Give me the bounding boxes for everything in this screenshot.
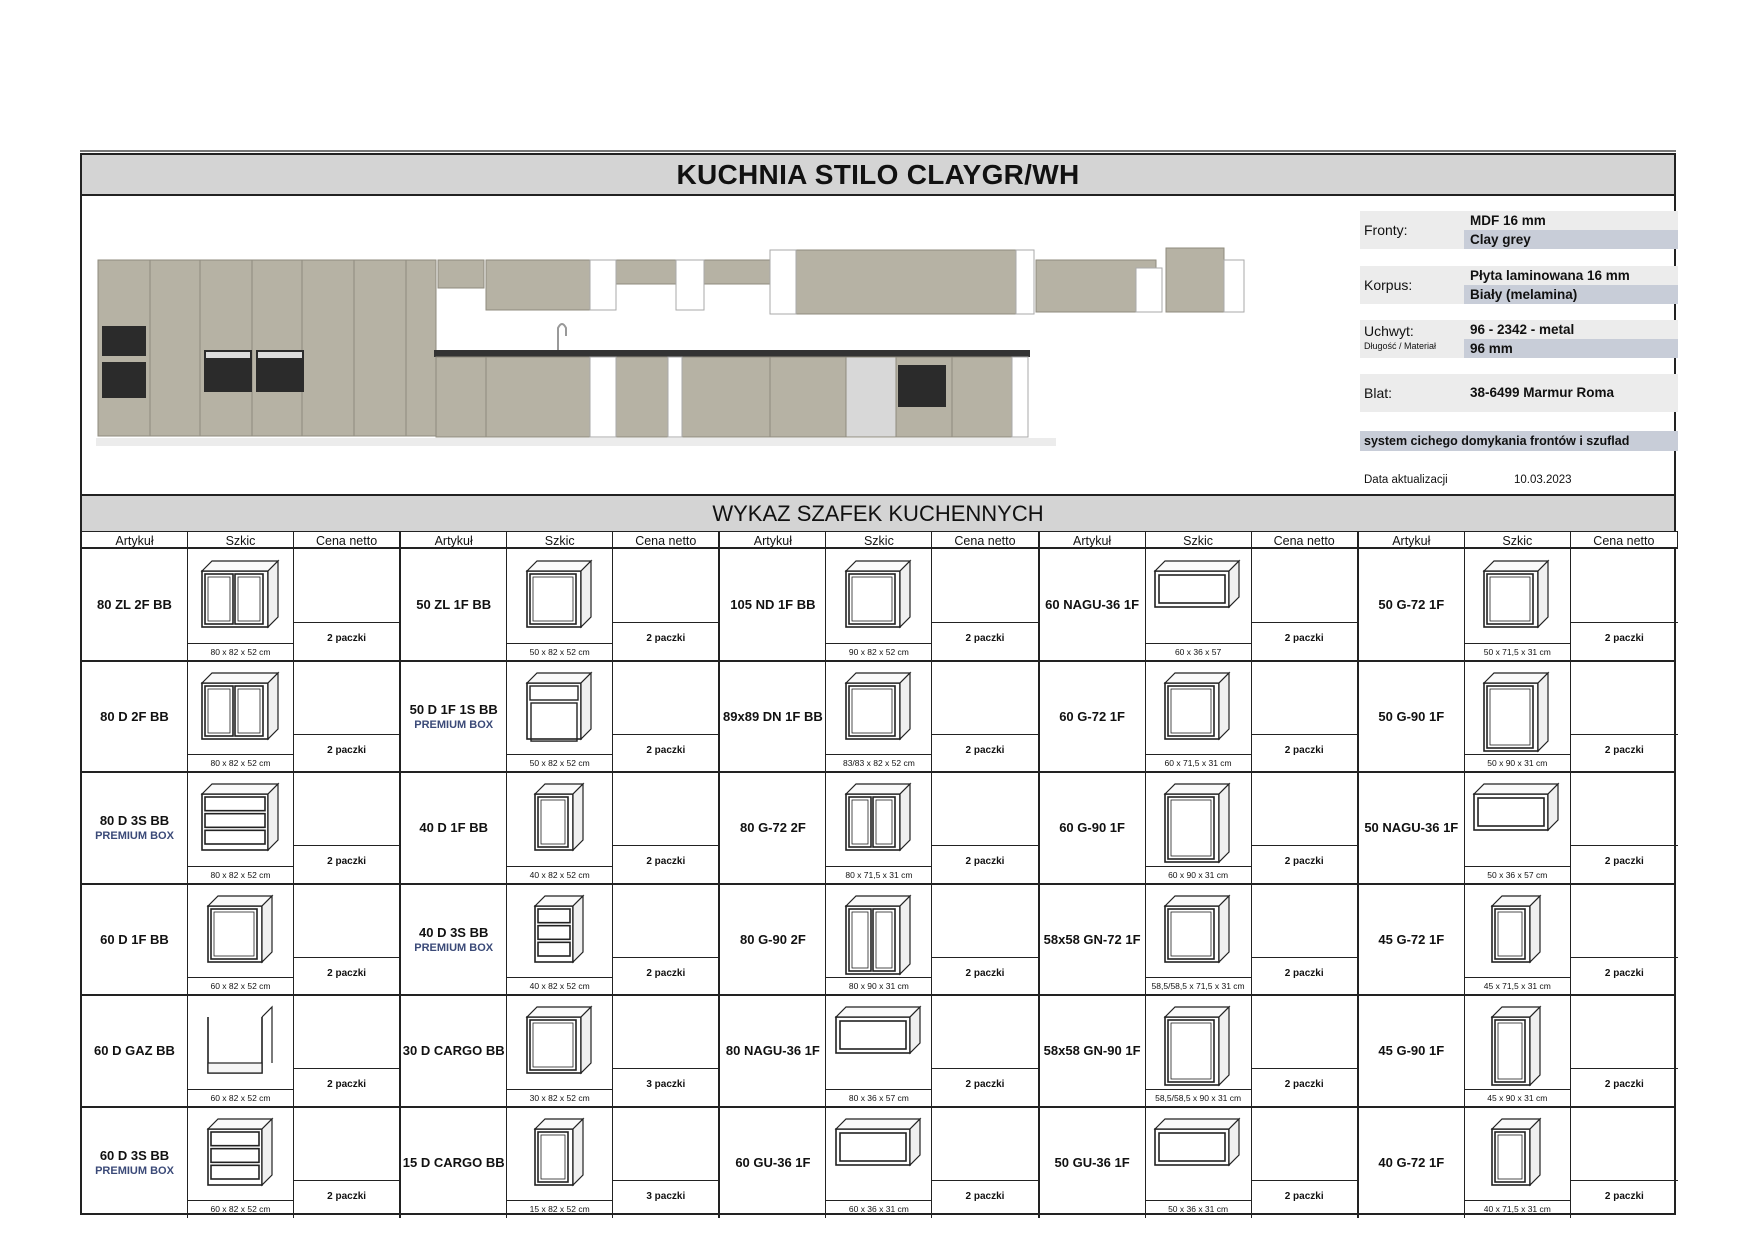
sketch-cell bbox=[826, 995, 932, 1107]
article-name: 60 G-72 1F bbox=[1059, 708, 1125, 724]
sketch-cell bbox=[1465, 772, 1571, 884]
sketch-cell bbox=[188, 549, 294, 661]
article-name: 50 G-72 1F bbox=[1378, 597, 1445, 613]
price-cell bbox=[932, 1107, 1039, 1219]
article-name: 60 D 3S BB bbox=[99, 1147, 170, 1163]
spec-korpus bbox=[1360, 266, 1678, 304]
article-cell bbox=[1359, 1107, 1465, 1219]
dimensions: 80 x 71,5 x 31 cm bbox=[826, 866, 931, 884]
column-header: Cena netto bbox=[1252, 531, 1359, 549]
article-name: 80 NAGU-36 1F bbox=[725, 1043, 820, 1059]
dimensions: 80 x 82 x 52 cm bbox=[188, 643, 293, 661]
dimensions: 40 x 71,5 x 31 cm bbox=[1465, 1200, 1570, 1218]
price-cell bbox=[1252, 995, 1359, 1107]
column-header: Cena netto bbox=[1571, 531, 1678, 549]
package-count: 2 paczki bbox=[1571, 1180, 1678, 1219]
article-cell bbox=[720, 772, 826, 884]
package-count: 2 paczki bbox=[1252, 622, 1357, 661]
article-cell bbox=[1359, 995, 1465, 1107]
article-cell bbox=[1040, 661, 1146, 773]
article-cell bbox=[401, 884, 507, 996]
price-cell bbox=[613, 549, 720, 661]
spec-korpus-color: Biały (melamina) bbox=[1464, 285, 1678, 304]
spec-fronty-color: Clay grey bbox=[1464, 230, 1678, 249]
dimensions: 50 x 90 x 31 cm bbox=[1465, 754, 1570, 772]
sketch-cell bbox=[826, 772, 932, 884]
article-cell bbox=[1040, 549, 1146, 661]
article-cell bbox=[401, 661, 507, 773]
row-divider bbox=[82, 883, 1674, 885]
premium-box-label: PREMIUM BOX bbox=[414, 941, 494, 954]
dimensions: 45 x 71,5 x 31 cm bbox=[1465, 977, 1570, 995]
package-count: 2 paczki bbox=[1571, 845, 1678, 884]
article-cell bbox=[720, 1107, 826, 1219]
price-cell bbox=[1252, 884, 1359, 996]
article-name: 58x58 GN-90 1F bbox=[1043, 1043, 1141, 1059]
dimensions: 60 x 36 x 31 cm bbox=[826, 1200, 931, 1218]
sketch-cell bbox=[507, 884, 613, 996]
price-cell bbox=[1571, 884, 1678, 996]
column-header: Szkic bbox=[188, 531, 294, 549]
spec-fronty-label: Fronty: bbox=[1360, 211, 1464, 249]
article-name: 105 ND 1F BB bbox=[730, 597, 816, 613]
price-cell bbox=[294, 549, 401, 661]
dimensions: 90 x 82 x 52 cm bbox=[826, 643, 931, 661]
article-name: 58x58 GN-72 1F bbox=[1043, 931, 1141, 947]
package-count: 2 paczki bbox=[294, 734, 399, 773]
premium-box-label: PREMIUM BOX bbox=[95, 1164, 174, 1177]
dimensions: 40 x 82 x 52 cm bbox=[507, 977, 612, 995]
sketch-cell bbox=[188, 772, 294, 884]
article-cell bbox=[401, 1107, 507, 1219]
article-name: 60 NAGU-36 1F bbox=[1045, 597, 1140, 613]
article-name: 80 D 3S BB bbox=[99, 813, 170, 829]
article-cell bbox=[1040, 1107, 1146, 1219]
page-title: KUCHNIA STILO CLAYGR/WH bbox=[82, 155, 1674, 196]
dimensions: 30 x 82 x 52 cm bbox=[507, 1089, 612, 1107]
package-count: 2 paczki bbox=[294, 622, 399, 661]
sketch-cell bbox=[507, 1107, 613, 1219]
sketch-cell bbox=[1146, 1107, 1252, 1219]
specs-panel bbox=[1360, 196, 1678, 494]
package-count: 2 paczki bbox=[932, 957, 1037, 996]
package-count: 3 paczki bbox=[613, 1068, 718, 1107]
dimensions: 80 x 90 x 31 cm bbox=[826, 977, 931, 995]
sketch-cell bbox=[1465, 884, 1571, 996]
article-name: 60 D GAZ BB bbox=[94, 1043, 175, 1059]
spec-korpus-material: Płyta laminowana 16 mm bbox=[1464, 266, 1678, 285]
package-count: 2 paczki bbox=[1252, 845, 1357, 884]
sketch-cell bbox=[826, 661, 932, 773]
product-sheet bbox=[80, 153, 1676, 1215]
sketch-cell bbox=[188, 995, 294, 1107]
spec-uchwyt-length: 96 mm bbox=[1464, 339, 1678, 358]
sketch-cell bbox=[1146, 884, 1252, 996]
package-count: 2 paczki bbox=[932, 1180, 1037, 1219]
dimensions: 80 x 36 x 57 cm bbox=[826, 1089, 931, 1107]
dimensions: 15 x 82 x 52 cm bbox=[507, 1200, 612, 1218]
dimensions: 50 x 36 x 57 cm bbox=[1465, 866, 1570, 884]
article-name: 50 D 1F 1S BB bbox=[409, 701, 498, 717]
spec-uchwyt-sublabel: Długość / Materiał bbox=[1364, 341, 1437, 351]
dimensions: 60 x 82 x 52 cm bbox=[188, 977, 293, 995]
price-cell bbox=[1571, 995, 1678, 1107]
column-header: Szkic bbox=[507, 531, 613, 549]
article-name: 40 D 1F BB bbox=[419, 820, 488, 836]
dimensions: 50 x 36 x 31 cm bbox=[1146, 1200, 1251, 1218]
row-divider bbox=[82, 771, 1674, 773]
dimensions: 50 x 82 x 52 cm bbox=[507, 754, 612, 772]
price-cell bbox=[294, 884, 401, 996]
dimensions: 60 x 71,5 x 31 cm bbox=[1146, 754, 1251, 772]
article-cell bbox=[1040, 995, 1146, 1107]
article-name: 15 D CARGO BB bbox=[402, 1154, 505, 1170]
package-count: 2 paczki bbox=[1252, 957, 1357, 996]
price-cell bbox=[1571, 772, 1678, 884]
dimensions: 40 x 82 x 52 cm bbox=[507, 866, 612, 884]
sketch-cell bbox=[1146, 995, 1252, 1107]
article-cell bbox=[1359, 884, 1465, 996]
dimensions: 45 x 90 x 31 cm bbox=[1465, 1089, 1570, 1107]
sketch-cell bbox=[507, 772, 613, 884]
sketch-cell bbox=[188, 661, 294, 773]
sketch-cell bbox=[1146, 772, 1252, 884]
article-name: 50 GU-36 1F bbox=[1054, 1154, 1130, 1170]
article-cell bbox=[720, 884, 826, 996]
spec-fronty-material: MDF 16 mm bbox=[1464, 211, 1678, 230]
price-cell bbox=[294, 1107, 401, 1219]
article-name: 89x89 DN 1F BB bbox=[723, 708, 823, 724]
article-cell bbox=[401, 772, 507, 884]
price-cell bbox=[1252, 772, 1359, 884]
package-count: 2 paczki bbox=[932, 845, 1037, 884]
article-name: 80 G-72 2F bbox=[740, 820, 806, 836]
package-count: 2 paczki bbox=[294, 845, 399, 884]
article-cell bbox=[82, 884, 188, 996]
article-cell bbox=[82, 661, 188, 773]
column-header: Artykuł bbox=[82, 531, 188, 549]
spec-uchwyt-label: Uchwyt: bbox=[1360, 320, 1464, 358]
spec-fronty bbox=[1360, 211, 1678, 249]
row-divider bbox=[82, 994, 1674, 996]
update-date-value: 10.03.2023 bbox=[1514, 474, 1572, 486]
soft-close-note: system cichego domykania frontów i szuflad bbox=[1360, 431, 1678, 451]
package-count: 3 paczki bbox=[613, 1180, 718, 1219]
sketch-cell bbox=[826, 1107, 932, 1219]
column-header: Szkic bbox=[1146, 531, 1252, 549]
spec-uchwyt-model: 96 - 2342 - metal bbox=[1464, 320, 1678, 339]
cabinet-list-title: WYKAZ SZAFEK KUCHENNYCH bbox=[82, 494, 1674, 531]
price-cell bbox=[1571, 661, 1678, 773]
sketch-cell bbox=[188, 884, 294, 996]
article-name: 60 G-90 1F bbox=[1059, 820, 1125, 836]
kitchen-render-image bbox=[96, 240, 1364, 450]
sketch-cell bbox=[826, 549, 932, 661]
price-cell bbox=[932, 884, 1039, 996]
price-cell bbox=[1571, 1107, 1678, 1219]
article-cell bbox=[82, 772, 188, 884]
package-count: 2 paczki bbox=[613, 845, 718, 884]
dimensions: 58,5/58,5 x 71,5 x 31 cm bbox=[1146, 977, 1251, 995]
column-header: Artykuł bbox=[401, 531, 507, 549]
price-cell bbox=[613, 995, 720, 1107]
sketch-cell bbox=[507, 549, 613, 661]
article-cell bbox=[720, 995, 826, 1107]
column-header: Cena netto bbox=[294, 531, 401, 549]
dimensions: 80 x 82 x 52 cm bbox=[188, 754, 293, 772]
column-header: Szkic bbox=[826, 531, 932, 549]
package-count: 2 paczki bbox=[932, 734, 1037, 773]
sketch-cell bbox=[1146, 661, 1252, 773]
package-count: 2 paczki bbox=[613, 734, 718, 773]
dimensions: 60 x 82 x 52 cm bbox=[188, 1200, 293, 1218]
article-cell bbox=[401, 995, 507, 1107]
article-name: 80 ZL 2F BB bbox=[97, 597, 172, 613]
dimensions: 80 x 82 x 52 cm bbox=[188, 866, 293, 884]
article-name: 40 G-72 1F bbox=[1378, 1154, 1445, 1170]
column-header: Artykuł bbox=[1040, 531, 1146, 549]
sketch-cell bbox=[1465, 995, 1571, 1107]
spec-blat-label: Blat: bbox=[1360, 374, 1464, 412]
article-cell bbox=[82, 549, 188, 661]
column-header: Cena netto bbox=[932, 531, 1039, 549]
dimensions: 60 x 36 x 57 bbox=[1146, 643, 1251, 661]
price-cell bbox=[613, 661, 720, 773]
row-divider bbox=[82, 660, 1674, 662]
hero-section bbox=[82, 196, 1674, 494]
update-date-label: Data aktualizacji bbox=[1364, 474, 1448, 486]
article-cell bbox=[82, 1107, 188, 1219]
row-divider bbox=[82, 1106, 1674, 1108]
sketch-cell bbox=[1146, 549, 1252, 661]
sketch-cell bbox=[826, 884, 932, 996]
price-cell bbox=[1571, 549, 1678, 661]
article-name: 45 G-72 1F bbox=[1378, 931, 1445, 947]
dimensions: 60 x 82 x 52 cm bbox=[188, 1089, 293, 1107]
dimensions: 50 x 71,5 x 31 cm bbox=[1465, 643, 1570, 661]
article-name: 40 D 3S BB bbox=[419, 924, 489, 940]
price-cell bbox=[294, 995, 401, 1107]
sketch-cell bbox=[188, 1107, 294, 1219]
column-header: Cena netto bbox=[613, 531, 720, 549]
article-name: 50 G-90 1F bbox=[1378, 708, 1445, 724]
package-count: 2 paczki bbox=[932, 622, 1037, 661]
package-count: 2 paczki bbox=[294, 957, 399, 996]
article-cell bbox=[1040, 772, 1146, 884]
price-cell bbox=[932, 995, 1039, 1107]
article-name: 60 GU-36 1F bbox=[735, 1154, 811, 1170]
article-cell bbox=[720, 661, 826, 773]
package-count: 2 paczki bbox=[1252, 734, 1357, 773]
price-cell bbox=[932, 549, 1039, 661]
price-cell bbox=[294, 661, 401, 773]
article-cell bbox=[1359, 661, 1465, 773]
dimensions: 60 x 90 x 31 cm bbox=[1146, 866, 1251, 884]
dimensions: 58,5/58,5 x 90 x 31 cm bbox=[1146, 1089, 1251, 1107]
package-count: 2 paczki bbox=[1571, 734, 1678, 773]
article-cell bbox=[1040, 884, 1146, 996]
article-cell bbox=[720, 549, 826, 661]
spec-korpus-label: Korpus: bbox=[1360, 266, 1464, 304]
price-cell bbox=[613, 884, 720, 996]
price-cell bbox=[613, 772, 720, 884]
sketch-cell bbox=[1465, 1107, 1571, 1219]
dimensions: 50 x 82 x 52 cm bbox=[507, 643, 612, 661]
price-cell bbox=[932, 772, 1039, 884]
article-cell bbox=[401, 549, 507, 661]
package-count: 2 paczki bbox=[1571, 957, 1678, 996]
package-count: 2 paczki bbox=[1252, 1180, 1357, 1219]
article-name: 80 G-90 2F bbox=[740, 931, 806, 947]
column-header: Artykuł bbox=[1359, 531, 1465, 549]
price-cell bbox=[1252, 661, 1359, 773]
article-name: 80 D 2F BB bbox=[100, 708, 169, 724]
sketch-cell bbox=[1465, 661, 1571, 773]
sketch-cell bbox=[507, 995, 613, 1107]
article-name: 60 D 1F BB bbox=[100, 931, 169, 947]
article-name: 50 NAGU-36 1F bbox=[1364, 820, 1459, 836]
article-cell bbox=[1359, 772, 1465, 884]
column-header: Szkic bbox=[1465, 531, 1571, 549]
premium-box-label: PREMIUM BOX bbox=[414, 718, 494, 731]
package-count: 2 paczki bbox=[613, 622, 718, 661]
spec-uchwyt bbox=[1360, 320, 1678, 358]
article-name: 30 D CARGO BB bbox=[402, 1043, 505, 1059]
premium-box-label: PREMIUM BOX bbox=[95, 830, 174, 843]
package-count: 2 paczki bbox=[932, 1068, 1037, 1107]
package-count: 2 paczki bbox=[613, 957, 718, 996]
price-cell bbox=[932, 661, 1039, 773]
price-cell bbox=[294, 772, 401, 884]
price-cell bbox=[1252, 1107, 1359, 1219]
sketch-cell bbox=[1465, 549, 1571, 661]
article-name: 45 G-90 1F bbox=[1378, 1043, 1445, 1059]
price-cell bbox=[1252, 549, 1359, 661]
dimensions: 83/83 x 82 x 52 cm bbox=[826, 754, 931, 772]
package-count: 2 paczki bbox=[294, 1180, 399, 1219]
package-count: 2 paczki bbox=[1571, 622, 1678, 661]
price-cell bbox=[613, 1107, 720, 1219]
article-cell bbox=[1359, 549, 1465, 661]
package-count: 2 paczki bbox=[1252, 1068, 1357, 1107]
article-cell bbox=[82, 995, 188, 1107]
spec-blat-value: 38-6499 Marmur Roma bbox=[1464, 374, 1678, 412]
package-count: 2 paczki bbox=[1571, 1068, 1678, 1107]
column-header: Artykuł bbox=[720, 531, 826, 549]
package-count: 2 paczki bbox=[294, 1068, 399, 1107]
sketch-cell bbox=[507, 661, 613, 773]
article-name: 50 ZL 1F BB bbox=[416, 597, 492, 613]
